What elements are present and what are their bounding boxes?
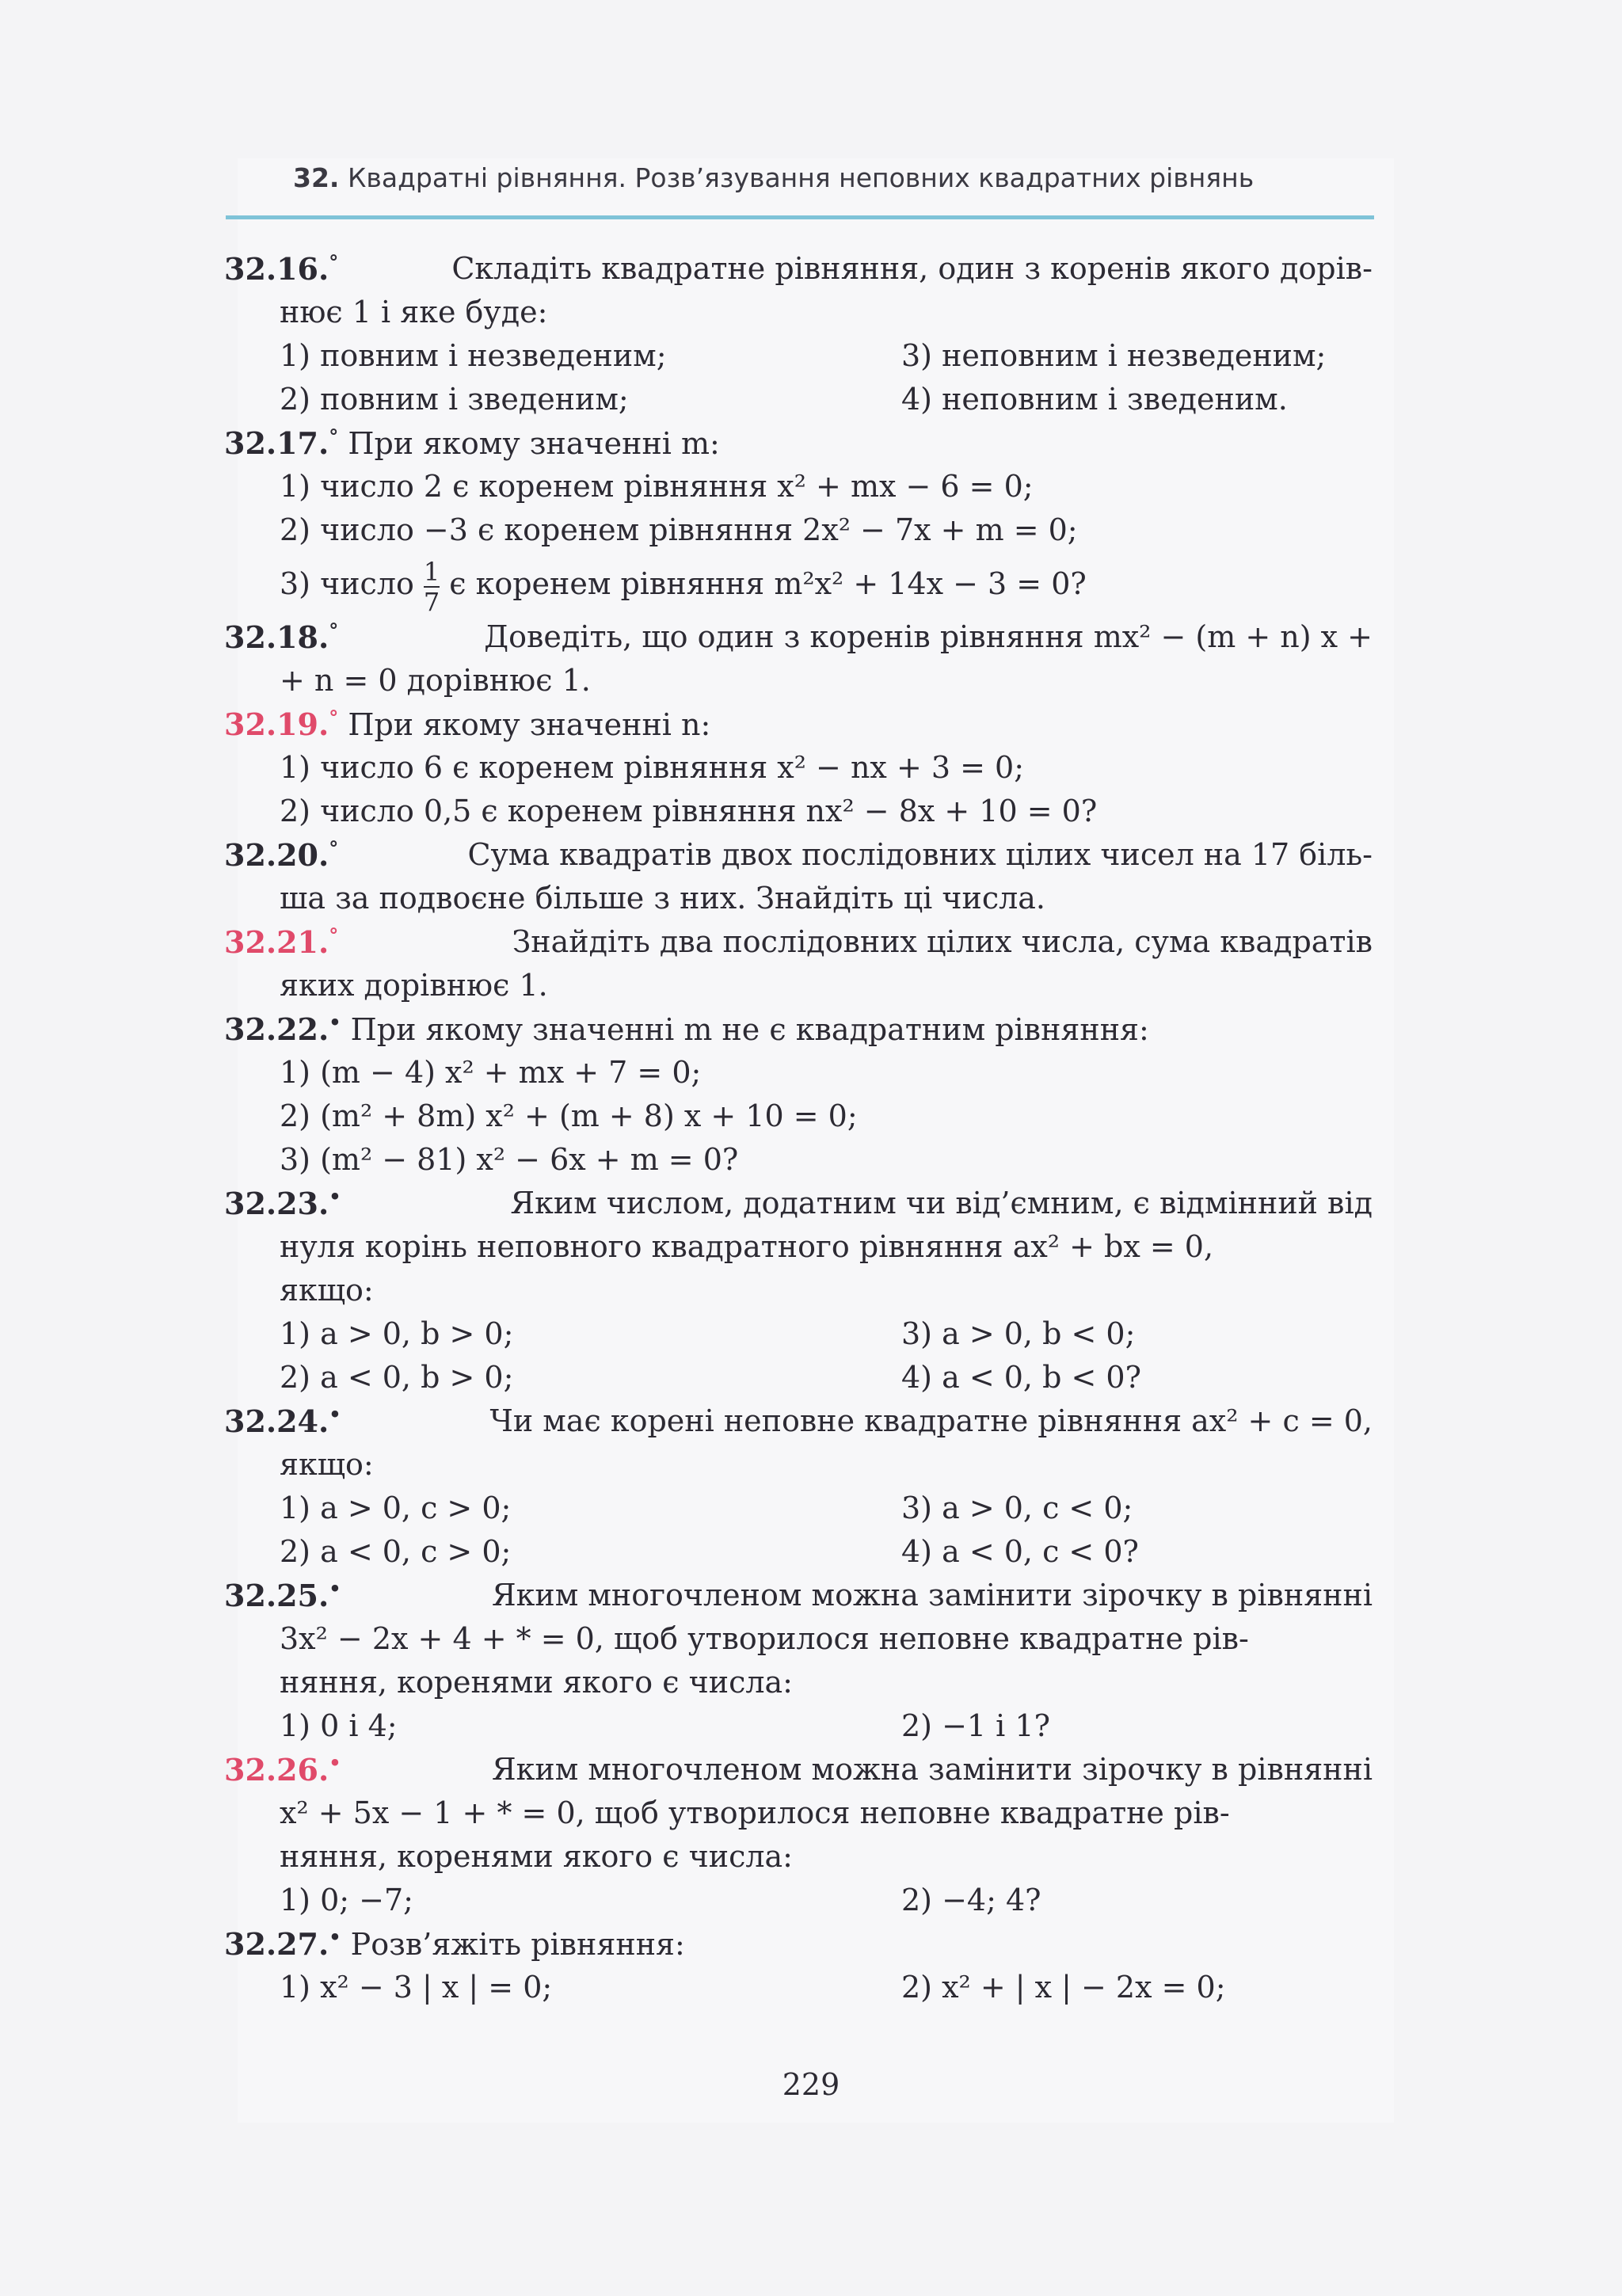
problem-text: няння, коренями якого є числа: — [280, 1665, 793, 1700]
header-rule — [226, 215, 1374, 219]
problem-text: Доведіть, що один з коренів рівняння mx² − (m + n) x + — [484, 619, 1373, 654]
level-mark: ° — [329, 619, 339, 642]
problem-number: 32.22. — [224, 1011, 329, 1047]
option: 4) a < 0, c < 0? — [901, 1534, 1139, 1569]
option-row — [280, 1530, 1380, 1574]
problem-text: яких дорівнює 1. — [280, 968, 548, 1003]
problem-text: Яким многочленом можна замінити зірочку в рівнянні — [491, 1578, 1373, 1613]
level-mark: ° — [329, 706, 339, 729]
option-row — [280, 1356, 1380, 1399]
fraction — [424, 558, 440, 616]
problem-number: 32.25. — [224, 1578, 329, 1613]
problem-text: якщо: — [280, 1447, 374, 1482]
problem-text: няння, коренями якого є числа: — [280, 1839, 793, 1874]
chapter-title: Квадратні рівняння. Розв’язування неповних квадратних рівнянь — [347, 162, 1255, 193]
option: 2) x² + | x | − 2x = 0; — [901, 1970, 1226, 2005]
problem-32-18 — [224, 615, 1380, 659]
problem-32-25 — [224, 1574, 1380, 1617]
level-mark: • — [329, 1577, 341, 1601]
problem-number: 32.27. — [224, 1926, 329, 1962]
option: 2) число −3 є коренем рівняння 2x² − 7x + m = 0; — [280, 512, 1078, 547]
level-mark: ° — [329, 250, 339, 274]
level-mark: ° — [329, 836, 339, 860]
problem-32-23 — [224, 1182, 1380, 1225]
option-row — [280, 1312, 1380, 1356]
option: 4) a < 0, b < 0? — [901, 1360, 1141, 1395]
problem-text: якщо: — [280, 1273, 374, 1308]
problem-list — [224, 247, 1380, 2009]
option: 1) повним і незведеним; — [280, 338, 667, 373]
problem-number: 32.21. — [224, 924, 329, 960]
option-row — [280, 1704, 1380, 1748]
fraction-denominator: 7 — [423, 586, 440, 617]
problem-32-27 — [224, 1922, 1380, 1966]
option: 2) повним і зведеним; — [280, 382, 629, 417]
level-mark: • — [329, 1011, 341, 1034]
option: 2) (m² + 8m) x² + (m + 8) x + 10 = 0; — [280, 1099, 858, 1133]
option-row — [280, 1879, 1380, 1922]
problem-number: 32.23. — [224, 1186, 329, 1221]
option: 4) неповним і зведеним. — [901, 382, 1288, 417]
level-mark: ° — [329, 923, 339, 947]
level-mark: • — [329, 1751, 341, 1775]
problem-text: x² + 5x − 1 + * = 0, щоб утворилося неповне квадратне рів- — [280, 1795, 1230, 1830]
option: 1) 0; −7; — [280, 1883, 413, 1917]
problem-text: нює 1 і яке буде: — [280, 295, 548, 329]
problem-text: При якому значенні m не є квадратним рівняння: — [350, 1012, 1149, 1047]
option-row — [280, 1487, 1380, 1530]
problem-32-20 — [224, 833, 1380, 877]
problem-32-17 — [224, 421, 1380, 465]
option: 3) a > 0, b < 0; — [901, 1316, 1136, 1351]
problem-32-21 — [224, 920, 1380, 964]
option: 1) число 2 є коренем рівняння x² + mx − 6 = 0; — [280, 469, 1034, 504]
option: 2) число 0,5 є коренем рівняння nx² − 8x + 10 = 0? — [280, 794, 1098, 828]
problem-text: При якому значенні m: — [348, 426, 720, 461]
problem-text: Яким многочленом можна замінити зірочку в рівнянні — [491, 1752, 1373, 1787]
problem-32-24 — [224, 1399, 1380, 1443]
level-mark: • — [329, 1925, 341, 1949]
level-mark: • — [329, 1403, 341, 1426]
option: 3) неповним і незведеним; — [901, 338, 1327, 373]
option-text: 3) число — [280, 566, 414, 601]
option-row — [280, 378, 1380, 421]
problem-text: + n = 0 дорівнює 1. — [280, 663, 591, 698]
option: 2) a < 0, b > 0; — [280, 1360, 514, 1395]
fraction-numerator: 1 — [423, 556, 440, 587]
level-mark: ° — [329, 425, 339, 448]
problem-text: Чи має корені неповне квадратне рівняння ax² + c = 0, — [489, 1403, 1373, 1438]
option: 2) a < 0, c > 0; — [280, 1534, 512, 1569]
option: 1) число 6 є коренем рівняння x² − nx + 3 = 0; — [280, 750, 1025, 785]
option: 3) (m² − 81) x² − 6x + m = 0? — [280, 1142, 739, 1177]
option — [280, 552, 1380, 615]
option: 2) −4; 4? — [901, 1883, 1041, 1917]
problem-text: Сума квадратів двох послідовних цілих чисел на 17 біль- — [467, 837, 1373, 872]
level-mark: • — [329, 1185, 341, 1209]
problem-text: При якому значенні n: — [348, 707, 711, 742]
option-row — [280, 334, 1380, 378]
option: 1) a > 0, c > 0; — [280, 1491, 512, 1525]
problem-number: 32.26. — [224, 1752, 329, 1788]
problem-32-19 — [224, 703, 1380, 746]
problem-text: Складіть квадратне рівняння, один з коренів якого дорів- — [451, 251, 1373, 286]
problem-32-22 — [224, 1007, 1380, 1051]
problem-number: 32.18. — [224, 619, 329, 655]
page-header — [293, 162, 1374, 193]
problem-32-26 — [224, 1748, 1380, 1791]
problem-number: 32.19. — [224, 706, 329, 742]
problem-number: 32.16. — [224, 251, 329, 287]
option: 1) 0 і 4; — [280, 1708, 398, 1743]
chapter-number: 32. — [293, 162, 340, 193]
problem-text: нуля корінь неповного квадратного рівняння ax² + bx = 0, — [280, 1229, 1214, 1264]
problem-number: 32.20. — [224, 837, 329, 873]
option: 1) (m − 4) x² + mx + 7 = 0; — [280, 1055, 702, 1090]
option: 1) x² − 3 | x | = 0; — [280, 1970, 553, 2005]
problem-text: Знайдіть два послідовних цілих числа, сума квадратів — [512, 924, 1373, 959]
option: 2) −1 і 1? — [901, 1708, 1050, 1743]
problem-text: Яким числом, додатним чи від’ємним, є відмінний від — [510, 1186, 1373, 1220]
problem-number: 32.17. — [224, 425, 329, 461]
page-number: 229 — [782, 2067, 840, 2102]
problem-32-16 — [224, 247, 1380, 291]
problem-text: 3x² − 2x + 4 + * = 0, щоб утворилося неповне квадратне рів- — [280, 1621, 1249, 1656]
problem-text: Розв’яжіть рівняння: — [350, 1927, 685, 1962]
option: 3) a > 0, c < 0; — [901, 1491, 1133, 1525]
problem-text: ша за подвоєне більше з них. Знайдіть ці числа. — [280, 881, 1045, 916]
problem-number: 32.24. — [224, 1403, 329, 1439]
option-text: є коренем рівняння m²x² + 14x − 3 = 0? — [449, 566, 1087, 601]
option: 1) a > 0, b > 0; — [280, 1316, 514, 1351]
option-row — [280, 1966, 1380, 2009]
